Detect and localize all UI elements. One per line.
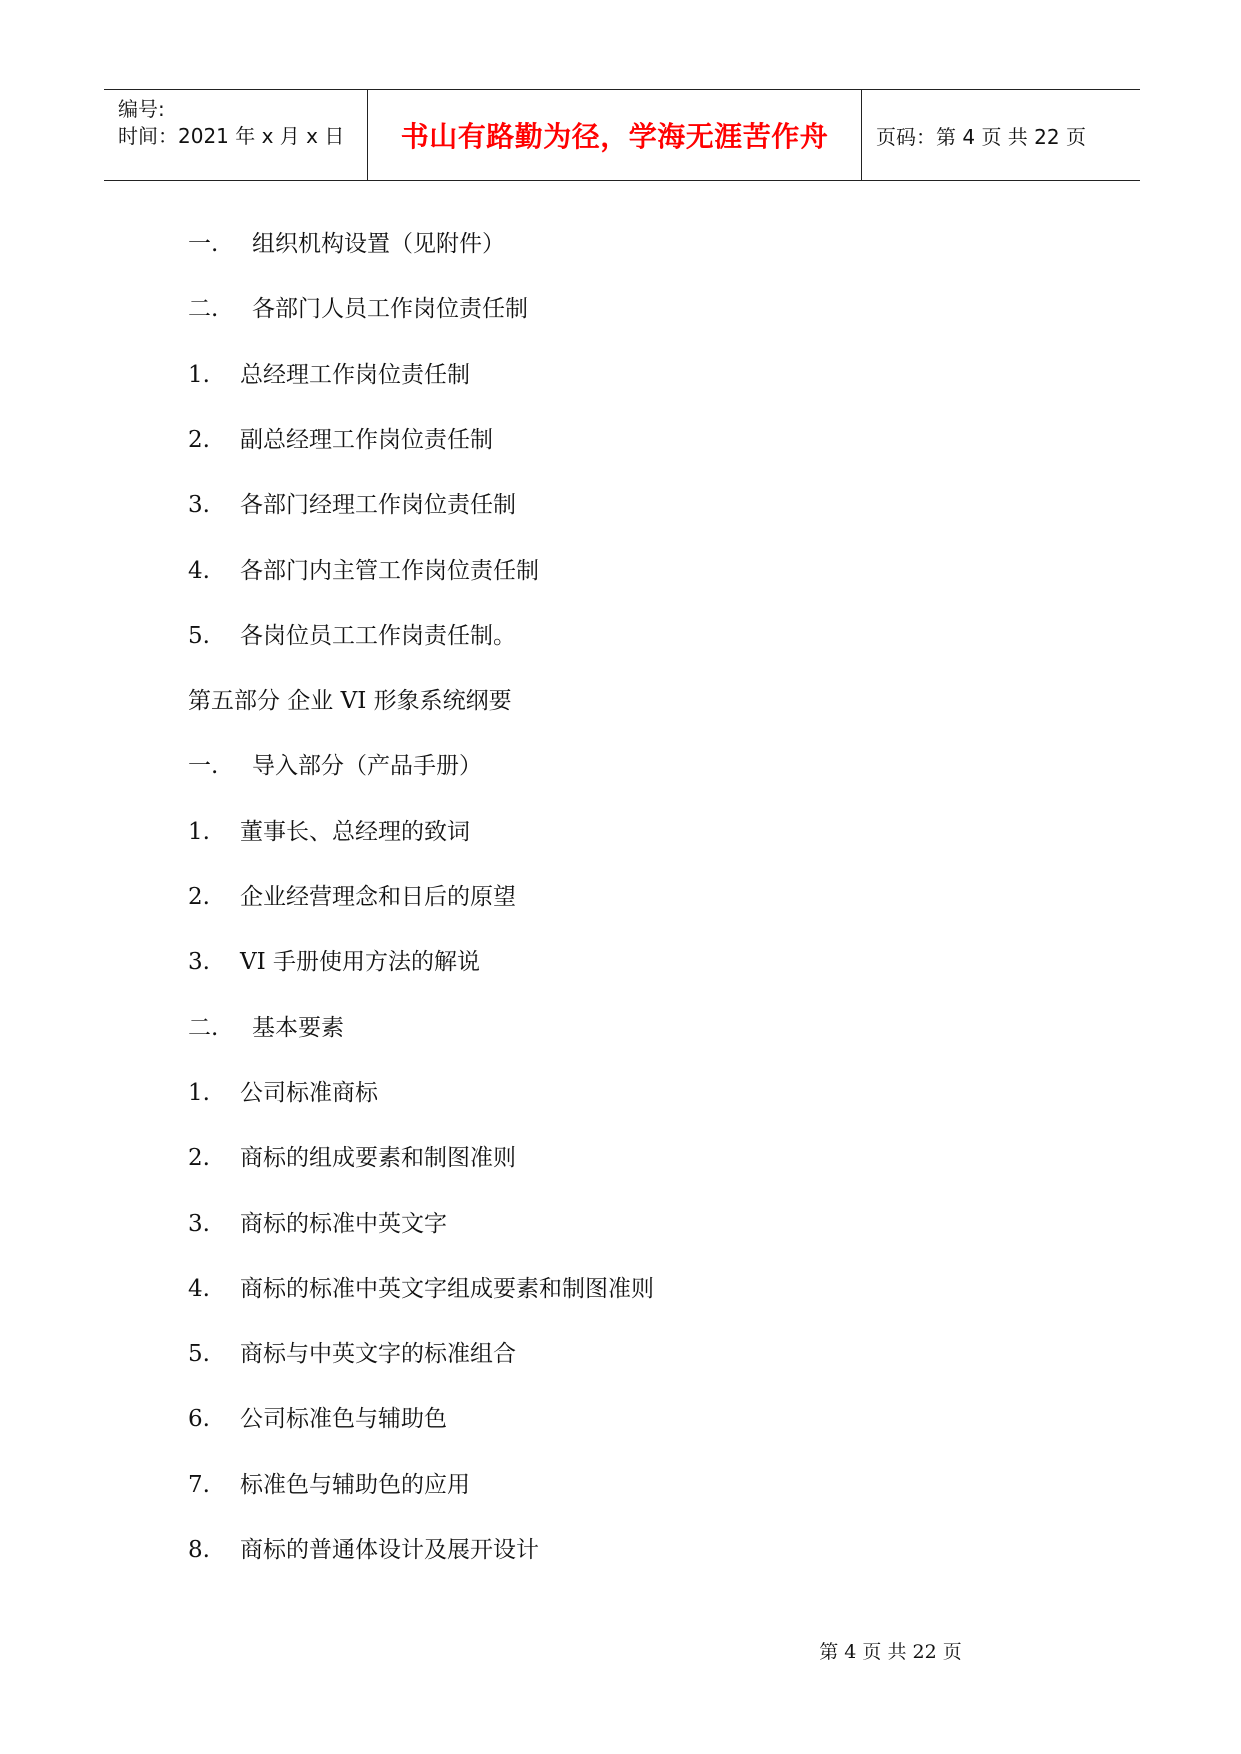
- list-item: [188, 1336, 516, 1372]
- list-item-number: 5.: [188, 1341, 210, 1367]
- list-item-number: 2.: [188, 1145, 210, 1171]
- list-item-text: 商标的普通体设计及展开设计: [240, 1537, 539, 1563]
- list-item-text: 商标的标准中英文字: [240, 1211, 447, 1237]
- list-item-number: 6.: [188, 1406, 210, 1432]
- list-item-number: 3.: [188, 1211, 210, 1237]
- list-item-text: 商标的标准中英文字组成要素和制图准则: [240, 1276, 654, 1302]
- page-code-label: 页码：第 4 页 共 22 页: [876, 124, 1086, 149]
- list-item: [188, 1271, 654, 1307]
- page-header: [104, 89, 1140, 181]
- list-item-text: 商标的组成要素和制图准则: [240, 1145, 516, 1171]
- list-item: [188, 683, 512, 719]
- list-item-text: 各部门内主管工作岗位责任制: [240, 558, 539, 584]
- list-item-number: 4.: [188, 558, 210, 584]
- list-item-text: 公司标准商标: [240, 1080, 378, 1106]
- time-label: 时间：2021 年 x 月 x 日: [118, 124, 345, 148]
- motto-text: 书山有路勤为径，学海无涯苦作舟: [400, 120, 829, 153]
- list-item-text: 基本要素: [252, 1015, 344, 1041]
- list-item-number: 2.: [188, 884, 210, 910]
- list-item-text: 企业经营理念和日后的原望: [240, 884, 516, 910]
- list-item: [188, 879, 516, 915]
- list-item-number: 1.: [188, 1080, 210, 1106]
- list-item: [188, 1532, 539, 1568]
- list-item: [188, 226, 505, 262]
- list-item: [188, 422, 493, 458]
- header-motto-cell: [368, 90, 862, 180]
- list-item-number: 8.: [188, 1537, 210, 1563]
- list-item-text: 各岗位员工工作岗责任制。: [240, 623, 516, 649]
- list-item-number: 二.: [188, 1015, 219, 1041]
- list-item-number: 1.: [188, 362, 210, 388]
- list-item-text: 各部门经理工作岗位责任制: [240, 492, 516, 518]
- header-meta-cell: [104, 90, 368, 180]
- list-item-text: 导入部分（产品手册）: [252, 753, 482, 779]
- list-item: [188, 1206, 447, 1242]
- list-item: [188, 357, 470, 393]
- list-item: [188, 1467, 470, 1503]
- list-item: [188, 618, 516, 654]
- section-heading: 第五部分 企业 VI 形象系统纲要: [188, 688, 512, 714]
- list-item: [188, 291, 528, 327]
- serial-number-label: 编号:: [118, 97, 165, 121]
- list-item-number: 2.: [188, 427, 210, 453]
- list-item: [188, 553, 539, 589]
- list-item: [188, 1140, 516, 1176]
- list-item-text: 标准色与辅助色的应用: [240, 1472, 470, 1498]
- list-item: [188, 748, 482, 784]
- list-item-text: 副总经理工作岗位责任制: [240, 427, 493, 453]
- list-item: [188, 814, 470, 850]
- list-item-text: 董事长、总经理的致词: [240, 819, 470, 845]
- list-item-number: 3.: [188, 949, 210, 975]
- list-item: [188, 1401, 447, 1437]
- page-footer: [0, 1637, 1241, 1664]
- list-item-number: 7.: [188, 1472, 210, 1498]
- footer-page-number: 第 4 页 共 22 页: [819, 1641, 962, 1663]
- header-page-cell: [862, 90, 1140, 180]
- list-item-text: 商标与中英文字的标准组合: [240, 1341, 516, 1367]
- list-item-number: 二.: [188, 296, 219, 322]
- list-item: [188, 487, 516, 523]
- list-item: [188, 1075, 378, 1111]
- list-item: [188, 1010, 344, 1046]
- list-item-text: 公司标准色与辅助色: [240, 1406, 447, 1432]
- list-item-number: 一.: [188, 231, 219, 257]
- list-item-number: 1.: [188, 819, 210, 845]
- list-item-text: 组织机构设置（见附件）: [252, 231, 505, 257]
- list-item-number: 4.: [188, 1276, 210, 1302]
- list-item-text: 各部门人员工作岗位责任制: [252, 296, 528, 322]
- list-item-text: 总经理工作岗位责任制: [240, 362, 470, 388]
- list-item-number: 一.: [188, 753, 219, 779]
- list-item-number: 3.: [188, 492, 210, 518]
- list-item: [188, 944, 480, 980]
- list-item-number: 5.: [188, 623, 210, 649]
- list-item-text: VI 手册使用方法的解说: [240, 949, 481, 975]
